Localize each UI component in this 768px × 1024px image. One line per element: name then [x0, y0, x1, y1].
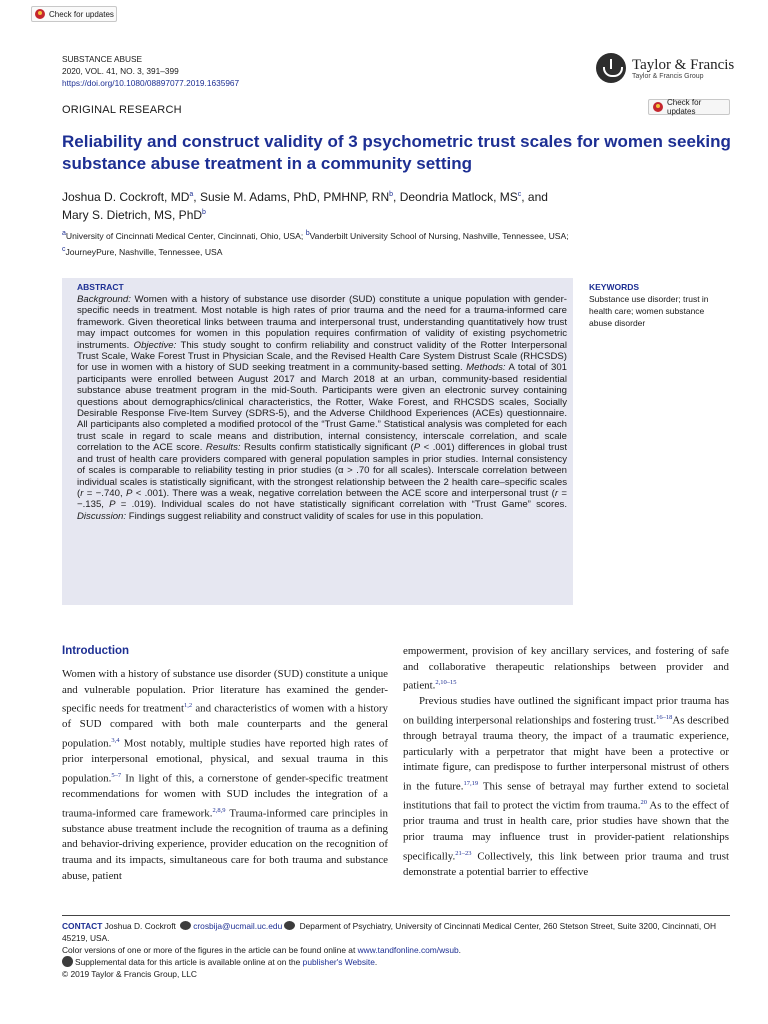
keywords-text: Substance use disorder; trust in health care; women substance abuse disorder: [589, 294, 709, 328]
contact-line: [62, 921, 732, 945]
publisher-logo[interactable]: [596, 53, 734, 83]
email-icon: [180, 921, 191, 930]
affiliation-marker: c: [62, 245, 66, 253]
abstract-objective: This study sought to confirm reliability and construct validity of the Rotter Interpersonal Trust Scale, Wake Forest Trust in Physician Scale, and the Revised Health Care System Distrust Scale (RHCSDS) for use in women with a history of SUD seeking treatment in a community-based setting.: [77, 339, 568, 374]
affiliation-marker: a: [62, 230, 66, 237]
body-text: Collectively, this link between prior trauma and trust demonstrate a potential barrier to effective: [403, 850, 729, 878]
stat-symbol: P: [109, 499, 116, 511]
affiliation-marker: a: [189, 191, 194, 198]
citation-link[interactable]: 16–18: [656, 714, 673, 721]
check-for-updates-label: Check for updates: [49, 9, 114, 19]
citation-link[interactable]: 21–23: [455, 849, 472, 857]
doi-link[interactable]: https://doi.org/10.1080/08897077.2019.1635967: [62, 78, 240, 88]
affiliation-marker: b: [389, 191, 394, 198]
author-name[interactable]: Joshua D. Cockroft, MD: [62, 190, 190, 204]
citation-link[interactable]: 2,8,9: [212, 806, 226, 814]
abstract-heading: ABSTRACT: [77, 282, 124, 292]
abstract-results: = −.135,: [77, 487, 567, 511]
section-type: ORIGINAL RESEARCH: [62, 104, 182, 116]
body-text: Trauma-informed care principles in substance abuse treatment include the recognition of trauma as a defining and behavior-driving experience, provider education on the recognition of trauma and its impacts, simultaneous care for both trauma and substance abuse, patient: [62, 807, 388, 882]
body-text: and characteristics of women with a history of SUD compared with both male counterparts and the general population.: [62, 702, 388, 750]
affiliation-marker: b: [305, 230, 310, 237]
body-text: Most notably, multiple studies have reported high rates of prior interpersonal emotional, physical, and sexual trauma in this population.: [62, 737, 388, 785]
contact-address: Deparment of Psychiatry, University of Cincinnati Medical Center, 260 Stetson Street, Suite 3200, Cincinnati, OH 45219, USA.: [62, 921, 717, 943]
body-column-right: [403, 644, 729, 880]
color-note-text: Color versions of one or more of the figures in the article can be found online at: [62, 944, 358, 955]
contact-label: CONTACT: [62, 921, 103, 931]
crossmark-icon: [653, 102, 663, 112]
publisher-website-link[interactable]: publisher's Website: [302, 957, 375, 968]
abstract-label: Discussion:: [77, 510, 127, 522]
keywords-heading: KEYWORDS: [589, 282, 640, 292]
affiliation-text: Vanderbilt University School of Nursing, Nashville, Tennessee, USA;: [309, 230, 569, 241]
crossmark-icon: [35, 9, 45, 19]
affiliation-text: JourneyPure, Nashville, Tennessee, USA: [65, 246, 223, 257]
journal-link[interactable]: www.tandfonline.com/wsub: [357, 944, 459, 955]
citation-link[interactable]: 5–7: [111, 771, 122, 779]
journal-name: SUBSTANCE ABUSE: [62, 54, 143, 64]
address-icon: [284, 921, 295, 930]
citation-link[interactable]: 2,10–15: [435, 679, 457, 687]
abstract-text: [77, 294, 567, 522]
citation-link[interactable]: 17,19: [463, 780, 479, 787]
footer-notes: [62, 921, 732, 981]
affiliation-text: University of Cincinnati Medical Center, Cincinnati, Ohio, USA;: [65, 230, 306, 241]
body-text: Women with a history of substance use disorder (SUD) constitute a unique and vulnerable population. Prior literature has examined the gender-specific needs for treatment: [62, 668, 388, 715]
citation-link[interactable]: 20: [640, 799, 647, 807]
journal-info: [62, 53, 239, 89]
email-link[interactable]: crosbija@ucmail.uc.edu: [193, 921, 283, 931]
abstract-discussion: Findings suggest reliability and construct validity of scales for use in this population.: [126, 510, 484, 522]
check-for-updates-top-button[interactable]: [31, 6, 117, 22]
body-text: Previous studies have outlined the significant impact prior trauma has on building interpersonal relationships and fostering trust.: [403, 695, 729, 727]
citation-link[interactable]: 1,2: [184, 702, 193, 710]
citation-link[interactable]: 3,4: [111, 737, 120, 744]
affiliations: [62, 227, 742, 259]
check-for-updates-button[interactable]: [648, 99, 730, 115]
abstract-label: Background:: [77, 294, 131, 305]
supplemental-end: .: [374, 957, 378, 968]
affiliation-marker: b: [202, 209, 206, 216]
stat-symbol: r: [554, 487, 559, 499]
journal-issue: 2020, VOL. 41, NO. 3, 391–399: [62, 66, 179, 76]
supplemental-icon: [62, 956, 73, 967]
stat-symbol: P: [125, 487, 133, 499]
publisher-name: Taylor & Francis: [632, 56, 735, 73]
abstract-methods: A total of 301 participants were enrolled between August 2017 and March 2018 at an urban, community-based residential substance abuse treatment program in the mid-South. Participants were given an electronic survey containing questions about demographics/clinical characteristics, the Rotter, Wake Forest, and RHCSDS scales, Socially Desirable Response Five-Item Survey (SDRS-5), and the Adverse Childhood Experiences (ACEs) questionnaire. All participants also completed a modified protocol of the “Trust Game.” Statistical analysis was completed for each trust scale in regard to scale means and distribution, internal consistency, interscale correlation, and scale correlation to the ACE score.: [77, 362, 567, 454]
author-name[interactable]: , Susie M. Adams, PhD, PMHNP, RN: [193, 190, 390, 204]
body-text: As described through betrayal trauma theory, the impact of a traumatic experience, particularly with a perpetrator that might have been a protective or intimate figure, can predispose to further interpersonal mistrust of others in the future.: [403, 714, 730, 793]
footer-divider: [62, 915, 730, 916]
abstract-results: = −.740,: [83, 487, 126, 499]
body-text: In light of this, a cornerstone of gender-specific treatment recommendations for women with SUD includes the integration of a trauma-informed care framework.: [62, 772, 388, 820]
article-title: Reliability and construct validity of 3 psychometric trust scales for women seeking substance abuse treatment in a community setting: [62, 132, 731, 173]
abstract-results: = .019). Individual scales do not have statistically significant correlation with “Trust Game” scores.: [115, 499, 567, 511]
supplemental-note: [62, 956, 732, 969]
stat-symbol: P: [413, 442, 421, 454]
copyright: © 2019 Taylor & Francis Group, LLC: [62, 969, 197, 980]
stat-symbol: r: [80, 487, 84, 499]
author-separator: , and: [521, 190, 548, 204]
check-for-updates-label: Check for updates: [667, 98, 702, 116]
abstract-results: < .001). There was a weak, negative correlation between the ACE score and interpersonal trust (: [132, 487, 555, 499]
abstract-label: Methods:: [466, 362, 506, 374]
abstract-results: < .001) differences in global trust and trust of health care providers compared with general population samples in prior studies. Internal consistency of scales is comparable to reliability testing in prior studies (α > .70 for all scales). Interscale correlation between individual scales is statistically significant, with the strongest relationship between the 2 health care–specific scales (: [77, 442, 568, 499]
publisher-group: Taylor & Francis Group: [632, 72, 704, 80]
author-name[interactable]: Mary S. Dietrich, MS, PhD: [62, 208, 203, 222]
affiliation-marker: c: [517, 191, 522, 198]
author-list: [62, 187, 722, 223]
color-note-end: .: [458, 944, 461, 955]
color-note: [62, 945, 732, 957]
abstract-background: Women with a history of substance use disorder (SUD) constitute a unique population with gender-specific needs in treatment. Most notable is high rates of prior trauma and the need for a trauma-informed care framework. Given theoretical links between trauma and interpersonal trust, understanding quantitatively how trust may impact outcomes for women in this population requires confirmation of validity of existing psychometric instruments.: [77, 294, 567, 351]
contact-name: Joshua D. Cockroft: [102, 921, 179, 931]
abstract-label: Results:: [205, 442, 241, 454]
author-name[interactable]: , Deondria Matlock, MS: [393, 190, 518, 204]
tf-logo-icon: [596, 53, 626, 83]
introduction-heading: Introduction: [62, 645, 130, 657]
body-text: empowerment, provision of key ancillary services, and fostering of safe and collaborative therapeutic relationships between provider and patient.: [403, 645, 729, 692]
supplemental-text: Supplemental data for this article is available online at on the: [75, 957, 303, 968]
body-text: This sense of betrayal may further extend to societal institutions that fail to protect the victim from trauma.: [403, 780, 730, 812]
body-text: As to the effect of prior trauma and trust in health care, prior studies have shown that the prior trauma may influence trust in provider-patient relationships specifically.: [403, 799, 729, 863]
abstract-results: Results confirm statistically significant (: [240, 442, 414, 454]
paragraph: [403, 694, 729, 880]
body-column-left: [62, 667, 388, 884]
abstract-label: Objective:: [133, 339, 177, 351]
paragraph: [403, 644, 729, 694]
